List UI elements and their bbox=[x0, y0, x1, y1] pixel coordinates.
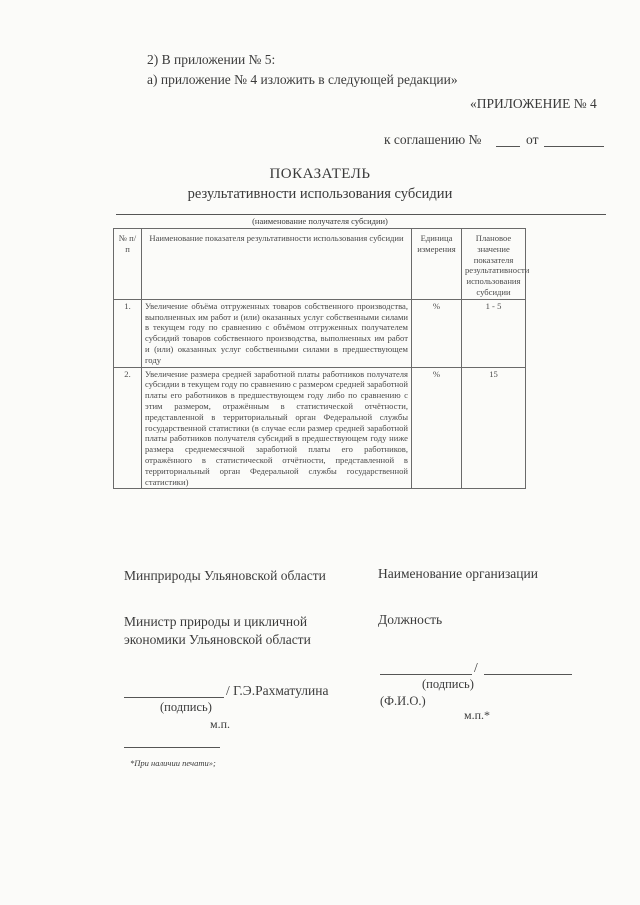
recipient-name-line bbox=[116, 214, 606, 215]
left-signature-line bbox=[124, 697, 224, 698]
right-fio-caption: (Ф.И.О.) bbox=[380, 694, 426, 708]
agreement-date-blank bbox=[544, 146, 604, 147]
page-title: ПОКАЗАТЕЛЬ bbox=[269, 166, 371, 182]
footnote-separator bbox=[124, 747, 220, 748]
appendix-title: «ПРИЛОЖЕНИЕ № 4 bbox=[470, 96, 597, 111]
right-slash: / bbox=[474, 660, 478, 675]
header-unit: Единица измерения bbox=[412, 229, 462, 300]
agreement-number-blank bbox=[496, 146, 520, 147]
left-position-line-1: Министр природы и цикличной bbox=[124, 614, 308, 629]
row-unit: % bbox=[412, 299, 462, 367]
header-planned-value: Плановое значение показателя результативности использования субсидии bbox=[462, 229, 526, 300]
row-indicator-name: Увеличение размера средней заработной платы работников получателя субсидии в текущем году по сравнению с размером средней заработной платы его работников в предшествующем году либо по сравнению с этим размером, отражённым в статистической отчётности, представленной в территориальный орган Федеральной службы государственной статистики (в случае если размер средней заработной платы работников получателя субсидий в предшествующем году ниже размера среднемесячной заработной платы его работников, отражённого в статистической отчётности, представленной в территориальный орган Федеральной службы государственной статистики) bbox=[142, 367, 412, 489]
table-row bbox=[114, 367, 526, 489]
left-org-name: Минприроды Ульяновской области bbox=[124, 568, 326, 583]
left-signatory-name: / Г.Э.Рахматулина bbox=[226, 683, 329, 698]
agreement-label: к соглашению № bbox=[384, 132, 482, 147]
row-planned-value: 1 - 5 bbox=[462, 299, 526, 367]
left-position-line-2: экономики Ульяновской области bbox=[124, 632, 311, 647]
right-sign-caption: (подпись) bbox=[422, 677, 474, 691]
left-sign-caption: (подпись) bbox=[160, 700, 212, 714]
right-org-name: Наименование организации bbox=[378, 566, 538, 581]
right-position: Должность bbox=[378, 612, 443, 627]
right-stamp-label: м.п.* bbox=[464, 708, 491, 722]
right-signature-line bbox=[380, 674, 472, 675]
intro-line-2: а) приложение № 4 изложить в следующей редакции» bbox=[147, 72, 458, 87]
intro-line-1: 2) В приложении № 5: bbox=[147, 52, 276, 67]
row-unit: % bbox=[412, 367, 462, 489]
header-indicator-name: Наименование показателя результативности использования субсидии bbox=[142, 229, 412, 300]
row-planned-value: 15 bbox=[462, 367, 526, 489]
row-number: 1. bbox=[114, 299, 142, 367]
page-subtitle: результативности использования субсидии bbox=[187, 186, 453, 202]
table-header-row bbox=[114, 229, 526, 300]
footnote: *При наличии печати»; bbox=[130, 758, 216, 768]
row-indicator-name: Увеличение объёма отгруженных товаров собственного производства, выполненных им работ и (или) оказанных услуг собственными силами в текущем году по сравнению с объёмом отгруженных получателем субсидий товаров собственного производства, выполненных им работ и (или) оказанных услуг собственными силами в предшествующем году bbox=[142, 299, 412, 367]
recipient-caption: (наименование получателя субсидии) bbox=[252, 216, 388, 226]
table-row bbox=[114, 299, 526, 367]
header-number: № п/п bbox=[114, 229, 142, 300]
agreement-from-label: от bbox=[526, 132, 539, 147]
left-stamp-label: м.п. bbox=[210, 717, 231, 731]
right-fio-line bbox=[484, 674, 572, 675]
indicators-table bbox=[113, 228, 530, 489]
row-number: 2. bbox=[114, 367, 142, 489]
